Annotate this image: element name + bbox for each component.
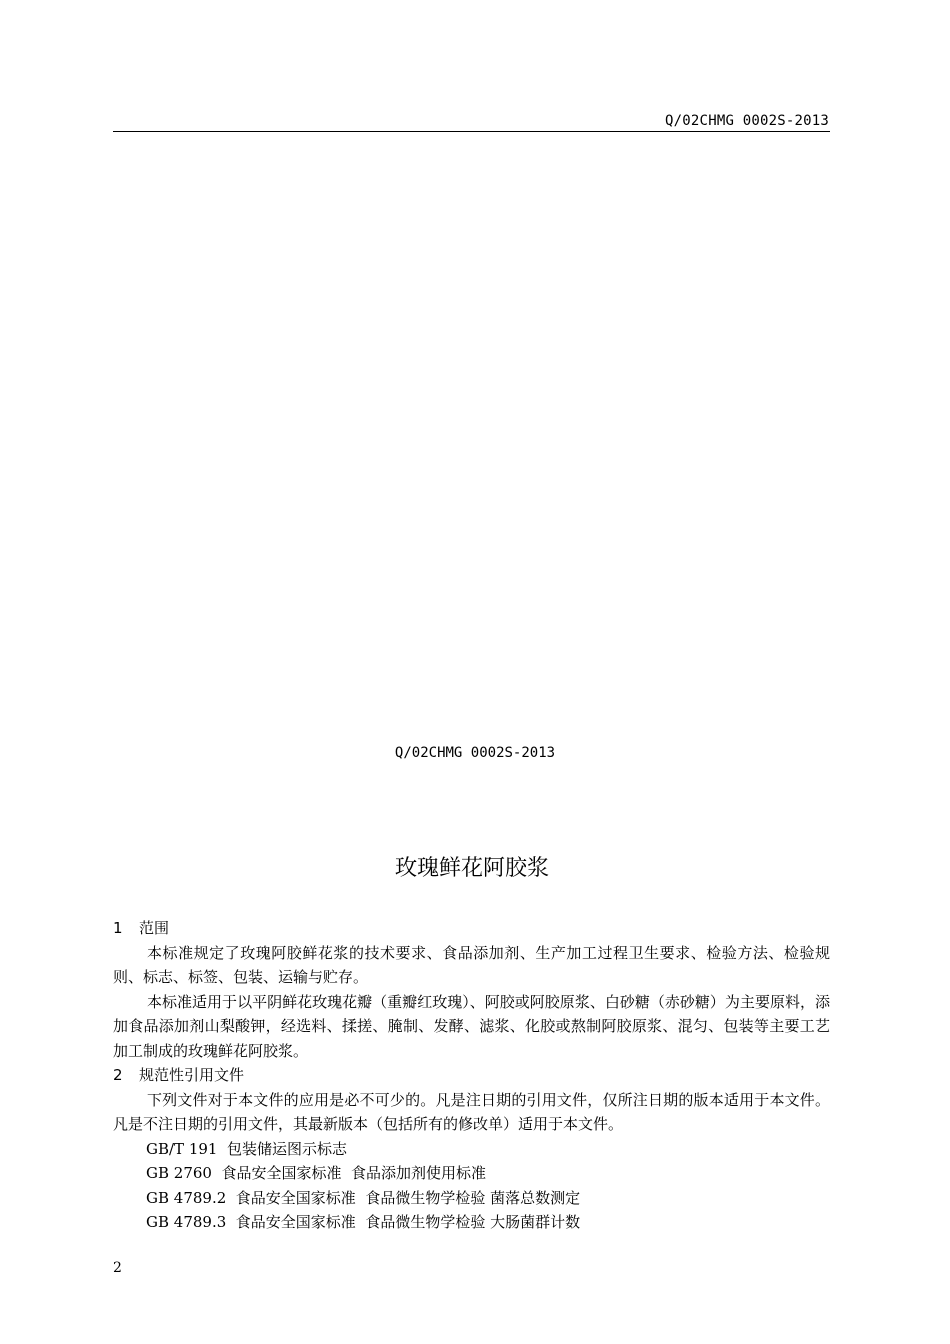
section-title: 范围 (139, 919, 170, 937)
header-standard-code: Q/02CHMG 0002S-2013 (665, 113, 829, 129)
reference-item: GB 4789.3 食品安全国家标准 食品微生物学检验 大肠菌群计数 (146, 1213, 581, 1231)
section-title: 规范性引用文件 (139, 1066, 245, 1084)
reference-item: GB/T 191 包装储运图示标志 (146, 1139, 347, 1158)
document-standard-code: Q/02CHMG 0002S-2013 (394, 745, 556, 761)
document-body (113, 916, 830, 1235)
section-heading-scope (113, 916, 830, 941)
header-divider (113, 131, 830, 132)
section-heading-normative-references (113, 1063, 830, 1088)
reference-item: GB 2760 食品安全国家标准 食品添加剂使用标准 (146, 1164, 487, 1182)
document-title: 玫瑰鲜花阿胶浆 (394, 856, 549, 881)
paragraph: 本标准规定了玫瑰阿胶鲜花浆的技术要求、食品添加剂、生产加工过程卫生要求、检验方法、检验规则、标志、标签、包装、运输与贮存。 (113, 943, 830, 986)
paragraph: 下列文件对于本文件的应用是必不可少的。凡是注日期的引用文件，仅所注日期的版本适用于本文件。凡是不注日期的引用文件，其最新版本（包括所有的修改单）适用于本文件。 (113, 1090, 830, 1133)
section-number: 2 (113, 1066, 123, 1084)
page-number: 2 (113, 1260, 122, 1276)
paragraph: 本标准适用于以平阴鲜花玫瑰花瓣（重瓣红玫瑰）、阿胶或阿胶原浆、白砂糖（赤砂糖）为主要原料，添加食品添加剂山梨酸钾，经选料、揉搓、腌制、发酵、滤浆、化胶或熬制阿胶原浆、混匀、包装等主要工艺加工制成的玫瑰鲜花阿胶浆。 (113, 992, 830, 1060)
reference-item: GB 4789.2 食品安全国家标准 食品微生物学检验 菌落总数测定 (146, 1188, 581, 1207)
section-number: 1 (113, 919, 123, 937)
